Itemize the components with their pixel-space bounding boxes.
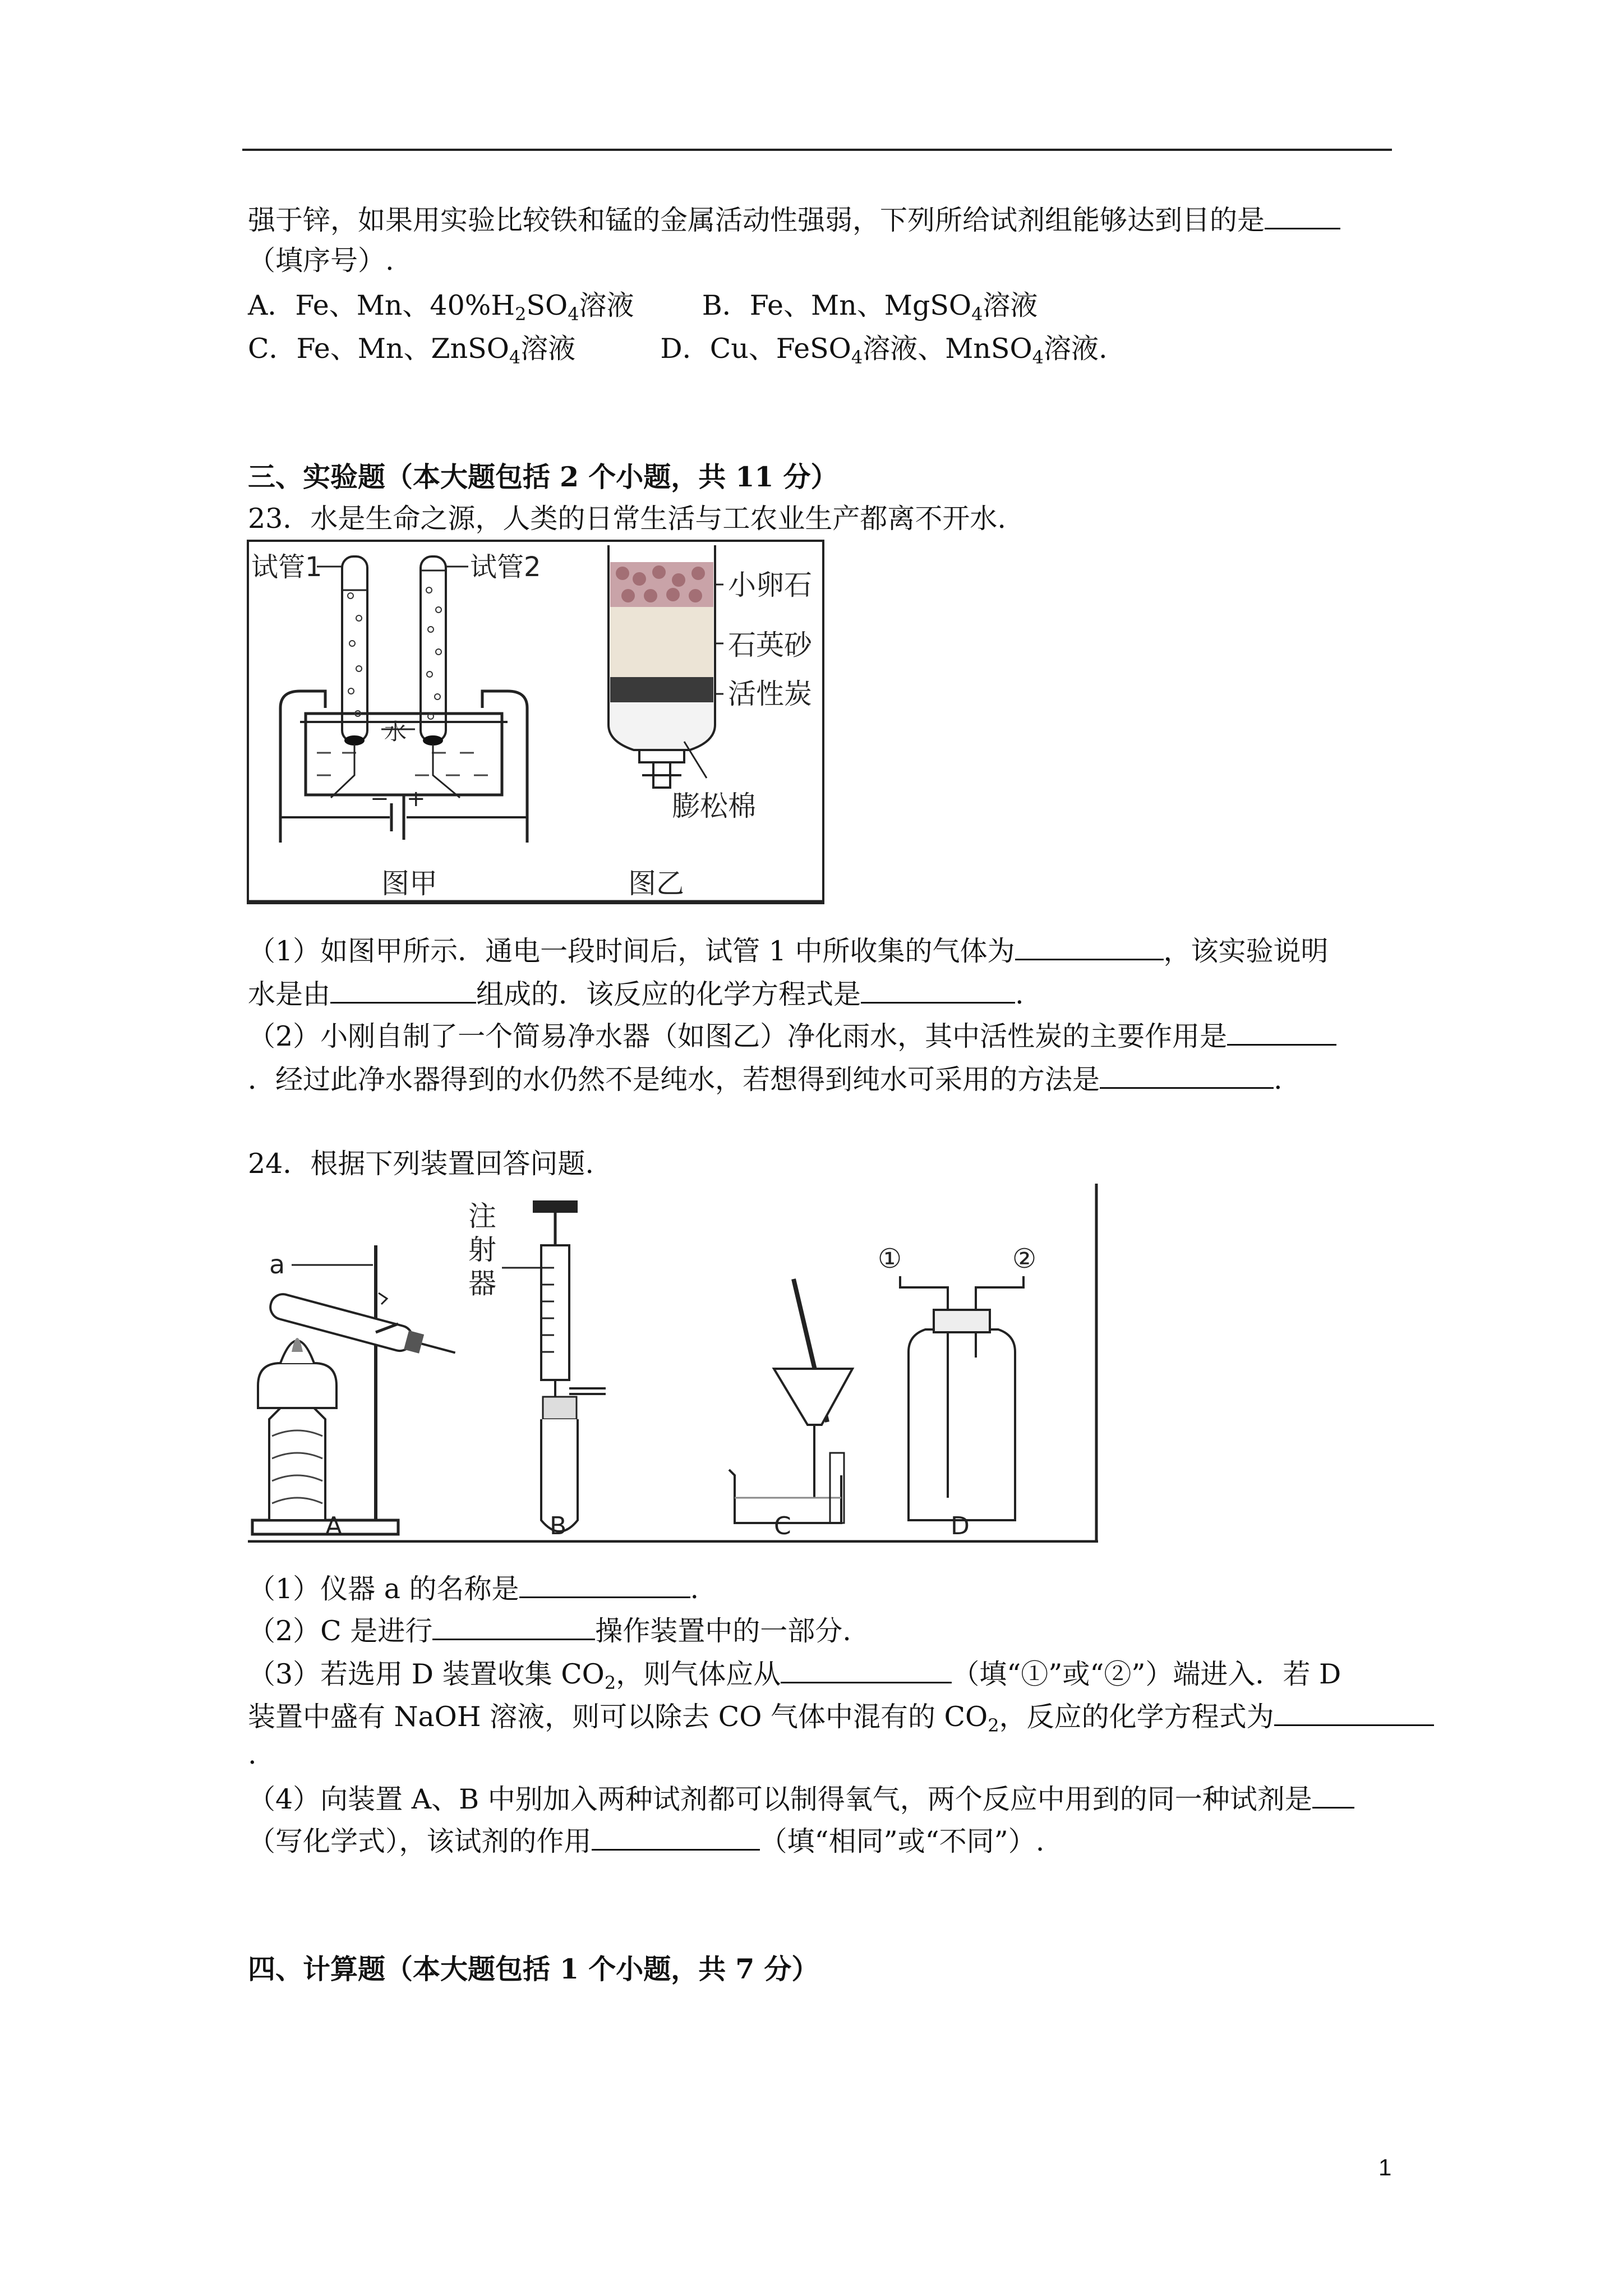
caption-figure-b: 图乙 bbox=[628, 867, 684, 900]
q23-part2-line1: （2）小刚自制了一个简易净水器（如图乙）净化雨水，其中活性炭的主要作用是 bbox=[248, 1018, 1336, 1053]
option-a: A．Fe、Mn、$40\%H_2SO_4$溶液 bbox=[248, 289, 634, 325]
answer-blank[interactable] bbox=[1100, 1061, 1274, 1089]
answer-blank[interactable] bbox=[519, 1571, 690, 1598]
label-port2: ② bbox=[1012, 1243, 1037, 1274]
electrolysis-apparatus bbox=[280, 556, 527, 843]
caption-figure-a: 图甲 bbox=[381, 867, 437, 900]
label-D: D bbox=[951, 1512, 970, 1540]
q24-part3-line2: 装置中盛有 NaOH 溶液，则可以除去 CO 气体中混有的 $CO_2$，反应的化学方程式为 bbox=[248, 1699, 1434, 1742]
answer-blank[interactable] bbox=[1265, 202, 1340, 229]
label-quartz: 石英砂 bbox=[728, 629, 812, 661]
label-pebbles: 小卵石 bbox=[728, 569, 812, 601]
q23-stem: 23．水是生命之源，人类的日常生活与工农业生产都离不开水. bbox=[248, 503, 1006, 535]
label-A: A bbox=[325, 1512, 343, 1540]
label-B: B bbox=[550, 1512, 567, 1540]
answer-blank[interactable] bbox=[330, 976, 476, 1004]
answer-blank[interactable] bbox=[1312, 1781, 1354, 1809]
q22-line1: 强于锌，如果用实验比较铁和锰的金属活动性强弱，下列所给试剂组能够达到目的是 bbox=[248, 202, 1340, 237]
q24-part4-line2: （写化学式），该试剂的作用 （填“相同”或“不同”）. bbox=[248, 1823, 1044, 1858]
label-syringe-2: 射 bbox=[468, 1234, 496, 1266]
q24-figure bbox=[247, 1184, 1099, 1543]
label-port1: ① bbox=[878, 1243, 902, 1274]
label-tube2: 试管2 bbox=[470, 551, 541, 583]
label-syringe-1: 注 bbox=[468, 1200, 496, 1232]
label-minus: − bbox=[370, 786, 389, 812]
answer-blank[interactable] bbox=[1015, 933, 1164, 960]
q23-figure bbox=[247, 540, 824, 904]
q23-part2-line2: ．经过此净水器得到的水仍然不是纯水，若想得到纯水可采用的方法是 . bbox=[248, 1061, 1283, 1097]
answer-blank[interactable] bbox=[1274, 1699, 1434, 1726]
label-cotton: 膨松棉 bbox=[672, 790, 756, 822]
label-plus: + bbox=[407, 786, 426, 812]
apparatus-a bbox=[252, 1245, 458, 1534]
q24-stem: 24．根据下列装置回答问题. bbox=[248, 1148, 594, 1180]
label-C: C bbox=[774, 1512, 791, 1540]
option-c: C．Fe、Mn、ZnSO$_4$溶液 bbox=[248, 333, 576, 368]
answer-blank[interactable] bbox=[432, 1613, 595, 1640]
q24-part2: （2）C 是进行 操作装置中的一部分. bbox=[248, 1613, 851, 1648]
q24-part4-line1: （4）向装置 A、B 中别加入两种试剂都可以制得氧气，两个反应中用到的同一种试剂是 bbox=[248, 1781, 1354, 1816]
label-water: 水 bbox=[384, 719, 407, 745]
apparatus-d bbox=[900, 1276, 1023, 1520]
q24-part3-line3: . bbox=[248, 1738, 257, 1770]
label-syringe-3: 器 bbox=[468, 1267, 496, 1300]
answer-blank[interactable] bbox=[861, 976, 1015, 1004]
q24-part1: （1）仪器 a 的名称是 . bbox=[248, 1571, 699, 1606]
answer-blank[interactable] bbox=[592, 1823, 760, 1851]
q23-part1-line2: 水是由 组成的．该反应的化学方程式是 . bbox=[248, 976, 1024, 1011]
page-number: 1 bbox=[1378, 2154, 1392, 2180]
answer-blank[interactable] bbox=[1227, 1018, 1336, 1046]
section-4-heading: 四、计算题（本大题包括 1 个小题，共 7 分） bbox=[248, 1953, 819, 1985]
water-purifier bbox=[608, 545, 723, 788]
answer-blank[interactable] bbox=[781, 1656, 952, 1683]
section-3-heading: 三、实验题（本大题包括 2 个小题，共 11 分） bbox=[248, 461, 838, 493]
header-rule bbox=[242, 149, 1392, 151]
apparatus-c bbox=[729, 1279, 852, 1523]
q22-line2: （填序号）. bbox=[248, 245, 394, 277]
apparatus-b bbox=[502, 1200, 606, 1531]
label-a: a bbox=[269, 1249, 285, 1280]
label-carbon: 活性炭 bbox=[728, 678, 812, 710]
q22-options-ab bbox=[248, 289, 1038, 331]
q23-part1-line1: （1）如图甲所示．通电一段时间后，试管 1 中所收集的气体为 ，该实验说明 bbox=[248, 933, 1329, 968]
option-b: B．Fe、Mn、MgSO$_4$溶液 bbox=[702, 289, 1038, 325]
option-d: D．Cu、FeSO$_4$溶液、MnSO$_4$溶液. bbox=[660, 333, 1108, 368]
label-tube1: 试管1 bbox=[251, 551, 322, 583]
q22-options-cd bbox=[248, 332, 1108, 374]
q24-part3-line1: （3）若选用 D 装置收集 $CO_2$，则气体应从 （填“①”或“②”）端进入．若 D bbox=[248, 1656, 1341, 1700]
